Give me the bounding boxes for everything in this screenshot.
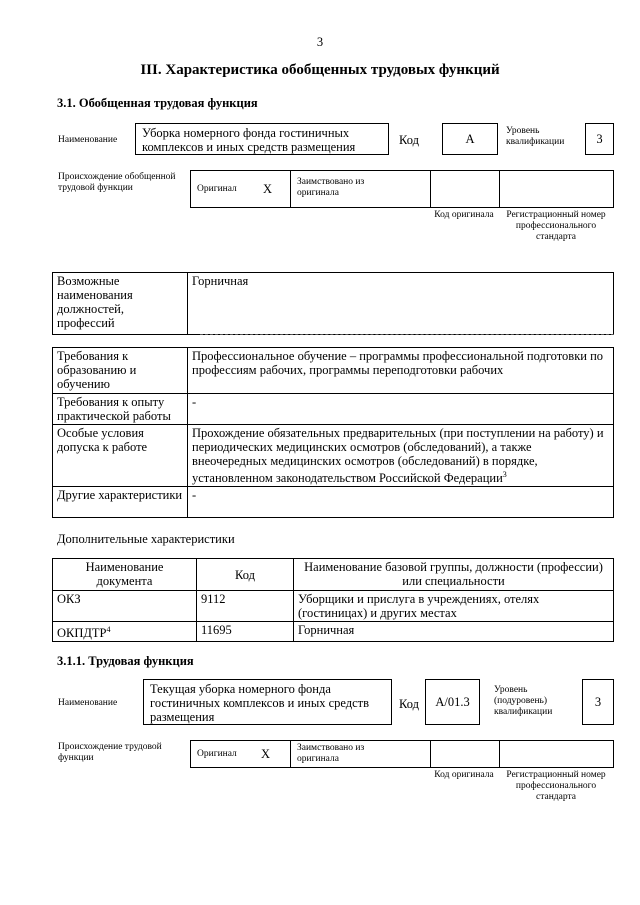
tf-reg-number-caption: Регистрационный номер профессионального стандарта (506, 770, 606, 802)
tf-name-label: Наименование (58, 698, 118, 708)
requirement-text: Прохождение обязательных предварительных (при поступлении на работу) и периодических медицинских осмотров (обследований), а также внеочередных медицинских осмотров (обследований) в порядке, установленном законодательством Российской Федерации (192, 426, 604, 486)
section-title: III. Характеристика обобщенных трудовых функций (140, 62, 500, 78)
additional-table (52, 558, 614, 642)
requirement-row (53, 348, 614, 394)
requirement-label: Требования к опыту практической работы (53, 394, 188, 425)
header-group: Наименование базовой группы, должности (профессии) или специальности (294, 559, 614, 591)
gf-origin-table (190, 170, 614, 208)
gf-code-box: А (442, 123, 498, 155)
gf-name-box: Уборка номерного фонда гостиничных комплексов и иных средств размещения (135, 123, 389, 155)
requirement-value (188, 425, 614, 487)
table-row (53, 591, 614, 622)
positions-table (52, 272, 614, 335)
requirement-label: Другие характеристики (53, 487, 188, 518)
positions-label: Возможные наименования должностей, профессий (53, 273, 188, 335)
requirement-row (53, 487, 614, 518)
footnote-marker: 3 (502, 470, 507, 479)
labor-function-heading: 3.1.1. Трудовая функция (57, 654, 194, 668)
header-document: Наименование документа (53, 559, 197, 591)
tf-code-label: Код (399, 697, 419, 711)
tf-borrowed-label: Заимствовано из оригинала (297, 743, 365, 764)
doc-name: ОКПДТР (57, 626, 107, 641)
gf-original-label: Оригинал (197, 184, 237, 194)
requirement-value: - (188, 394, 614, 425)
gf-original-mark: X (263, 182, 273, 196)
code-cell: 11695 (197, 622, 294, 642)
tf-original-mark: X (261, 747, 271, 761)
tf-origin-label: Происхождение трудовой функции (58, 742, 162, 763)
tf-level-label: Уровень (подуровень) квалификации (494, 685, 553, 717)
tf-original-label: Оригинал (197, 749, 237, 759)
gf-origin-label: Происхождение обобщенной трудовой функции (58, 172, 176, 193)
requirements-table (52, 347, 614, 518)
doc-cell (53, 622, 197, 642)
doc-cell: ОКЗ (53, 591, 197, 622)
header-code: Код (197, 559, 294, 591)
page-number: 3 (316, 35, 324, 49)
tf-code-box: А/01.3 (425, 679, 480, 725)
group-cell: Уборщики и прислуга в учреждениях, отелях (гостиницах) и других местах (294, 591, 614, 622)
gf-name-label: Наименование (58, 135, 118, 145)
tf-level-box: 3 (582, 679, 614, 725)
generalized-function-heading: 3.1. Обобщенная трудовая функция (57, 96, 258, 110)
requirement-label: Требования к образованию и обучению (53, 348, 188, 394)
requirement-row (53, 394, 614, 425)
additional-heading: Дополнительные характеристики (57, 532, 235, 546)
group-cell: Горничная (294, 622, 614, 642)
gf-origin-code-caption: Код оригинала (434, 210, 494, 220)
requirement-row (53, 425, 614, 487)
requirement-value: - (188, 487, 614, 518)
gf-reg-number-caption: Регистрационный номер профессионального стандарта (506, 210, 606, 242)
requirement-label: Особые условия допуска к работе (53, 425, 188, 487)
tf-origin-table (190, 740, 614, 768)
table-row (53, 622, 614, 642)
code-cell: 9112 (197, 591, 294, 622)
tf-origin-code-caption: Код оригинала (434, 770, 494, 780)
positions-value: Горничная (188, 273, 614, 335)
gf-level-box: 3 (585, 123, 614, 155)
gf-code-label: Код (399, 133, 419, 147)
gf-level-label: Уровень квалификации (506, 126, 565, 147)
tf-name-box: Текущая уборка номерного фонда гостиничных комплексов и иных средств размещения (143, 679, 392, 725)
requirement-value: Профессиональное обучение – программы профессиональной подготовки по профессиям рабочих, программы переподготовки рабочих (188, 348, 614, 394)
footnote-marker: 4 (106, 625, 111, 634)
gf-borrowed-label: Заимствовано из оригинала (297, 177, 365, 198)
